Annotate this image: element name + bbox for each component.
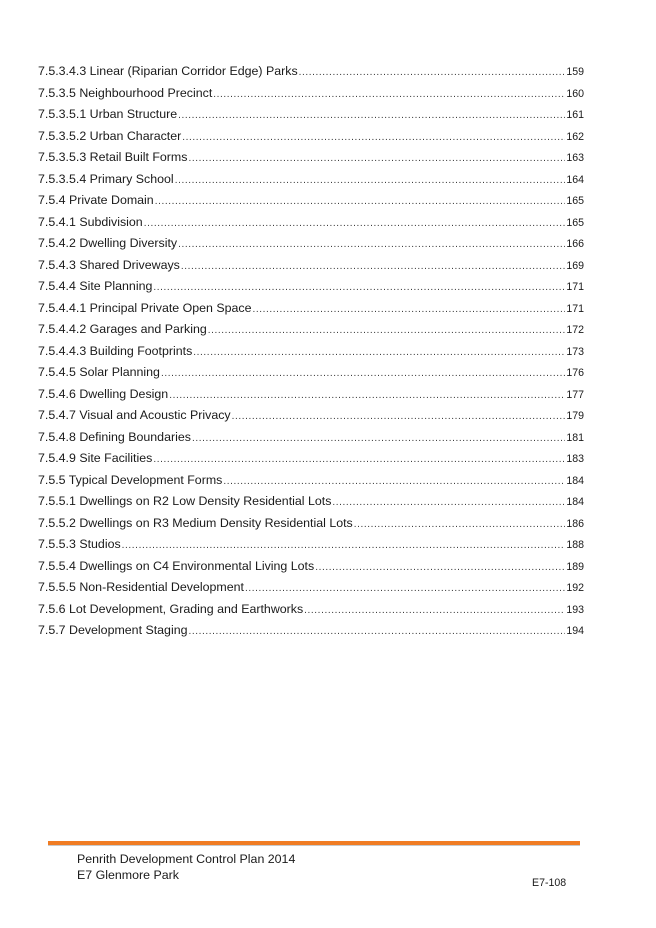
footer-document-title: Penrith Development Control Plan 2014 [77,852,296,866]
toc-entry-page: 163 [566,152,584,164]
toc-entry[interactable] [38,86,584,108]
toc-entry-page: 164 [566,173,584,186]
toc-entry-page: 188 [566,539,584,551]
toc-entry-title: 7.5.6 Lot Development, Grading and Earthworks [38,601,304,616]
toc-entry-title: 7.5.5 Typical Development Forms [38,472,223,487]
toc-entry[interactable] [38,516,584,538]
toc-entry[interactable] [38,279,584,301]
toc-entry-title: 7.5.4.4.3 Building Footprints [38,343,193,358]
toc-entry-page: 179 [566,410,584,422]
toc-entry-title: 7.5.4.6 Dwelling Design [38,386,169,401]
toc-entry[interactable] [38,236,584,258]
toc-dot-leader [144,218,566,229]
toc-entry[interactable] [38,473,584,495]
toc-entry-title: 7.5.4.4.1 Principal Private Open Space [38,300,252,315]
toc-dot-leader [315,562,565,573]
toc-entry-page: 184 [566,474,584,487]
toc-entry[interactable] [38,322,584,344]
toc-dot-leader [153,282,565,293]
toc-entry-title: 7.5.3.5.2 Urban Character [38,128,182,143]
toc-dot-leader [192,433,565,444]
toc-dot-leader [232,411,566,422]
toc-entry[interactable] [38,344,584,366]
toc-entry[interactable] [38,365,584,387]
toc-entry[interactable] [38,408,584,430]
toc-entry-title: 7.5.4.3 Shared Driveways [38,257,180,272]
toc-entry-page: 160 [566,87,584,100]
toc-entry-title: 7.5.5.3 Studios [38,537,121,551]
toc-entry[interactable] [38,451,584,473]
toc-entry-title: 7.5.4.5 Solar Planning [38,365,160,379]
toc-entry-title: 7.5.5.5 Non-Residential Development [38,580,244,594]
toc-dot-leader [304,605,565,616]
toc-entry[interactable] [38,258,584,280]
toc-entry[interactable] [38,150,584,172]
toc-entry[interactable] [38,623,584,645]
toc-entry-title: 7.5.4.9 Site Facilities [38,451,153,465]
toc-dot-leader [181,261,565,272]
toc-entry[interactable] [38,172,584,194]
toc-dot-leader [354,519,566,530]
toc-entry[interactable] [38,602,584,624]
toc-entry-title: 7.5.5.1 Dwellings on R2 Low Density Residential Lots [38,494,332,508]
toc-dot-leader [178,110,565,121]
toc-dot-leader [178,239,565,250]
toc-entry[interactable] [38,537,584,559]
toc-dot-leader [188,626,565,637]
toc-entry-title: 7.5.3.5.4 Primary School [38,171,174,186]
toc-dot-leader [155,196,566,207]
toc-entry-title: 7.5.5.2 Dwellings on R3 Medium Density Residential Lots [38,515,353,530]
toc-entry-page: 161 [566,109,584,121]
toc-entry-page: 165 [566,195,584,207]
toc-entry-page: 173 [566,345,584,358]
table-of-contents [38,64,584,645]
toc-dot-leader [193,347,565,358]
toc-dot-leader [161,368,565,379]
toc-entry-page: 171 [566,302,584,315]
toc-entry-title: 7.5.4.4 Site Planning [38,279,153,293]
toc-entry-title: 7.5.3.5 Neighbourhood Precinct [38,85,213,100]
toc-entry[interactable] [38,107,584,129]
toc-entry-title: 7.5.4.2 Dwelling Diversity [38,236,178,250]
toc-dot-leader [208,325,566,336]
toc-entry-page: 186 [566,517,584,530]
toc-entry-page: 177 [566,388,584,401]
toc-entry[interactable] [38,559,584,581]
toc-dot-leader [182,132,565,143]
toc-dot-leader [153,454,565,465]
toc-entry-page: 183 [566,453,584,465]
toc-entry-title: 7.5.4.4.2 Garages and Parking [38,322,207,336]
toc-entry-page: 193 [566,603,584,616]
toc-entry[interactable] [38,193,584,215]
toc-entry[interactable] [38,580,584,602]
toc-dot-leader [175,175,566,186]
toc-entry-page: 166 [566,238,584,250]
toc-entry[interactable] [38,129,584,151]
toc-entry-page: 169 [566,259,584,272]
toc-entry-page: 194 [566,625,584,637]
footer-divider [48,841,580,846]
toc-dot-leader [245,583,565,594]
toc-entry-page: 165 [566,216,584,229]
toc-entry-title: 7.5.3.5.1 Urban Structure [38,107,178,121]
toc-dot-leader [169,390,565,401]
toc-entry-title: 7.5.4.8 Defining Boundaries [38,429,191,444]
toc-entry-page: 171 [566,281,584,293]
toc-entry-title: 7.5.3.4.3 Linear (Riparian Corridor Edge) Parks [38,64,298,78]
toc-entry[interactable] [38,494,584,516]
toc-entry-page: 184 [566,496,584,508]
toc-dot-leader [223,476,565,487]
toc-dot-leader [299,67,566,78]
toc-entry[interactable] [38,387,584,409]
toc-entry-title: 7.5.4 Private Domain [38,193,154,207]
toc-entry-title: 7.5.4.7 Visual and Acoustic Privacy [38,408,231,422]
toc-entry-page: 189 [566,560,584,573]
toc-dot-leader [332,497,565,508]
toc-entry[interactable] [38,301,584,323]
footer-document-subtitle: E7 Glenmore Park [77,868,179,882]
toc-entry-title: 7.5.7 Development Staging [38,623,188,637]
toc-entry-page: 162 [566,130,584,143]
toc-dot-leader [188,153,565,164]
toc-entry-page: 181 [566,431,584,444]
toc-entry-page: 192 [566,582,584,594]
toc-entry-title: 7.5.3.5.3 Retail Built Forms [38,150,188,164]
toc-dot-leader [122,540,566,551]
toc-entry-page: 176 [566,367,584,379]
toc-entry[interactable] [38,430,584,452]
toc-entry[interactable] [38,64,584,86]
toc-entry-page: 172 [566,324,584,336]
toc-dot-leader [253,304,566,315]
toc-entry-title: 7.5.5.4 Dwellings on C4 Environmental Living Lots [38,558,315,573]
toc-dot-leader [213,89,565,100]
toc-entry-title: 7.5.4.1 Subdivision [38,214,143,229]
footer-page-number: E7-108 [532,877,567,889]
toc-entry-page: 159 [566,66,584,78]
toc-entry[interactable] [38,215,584,237]
